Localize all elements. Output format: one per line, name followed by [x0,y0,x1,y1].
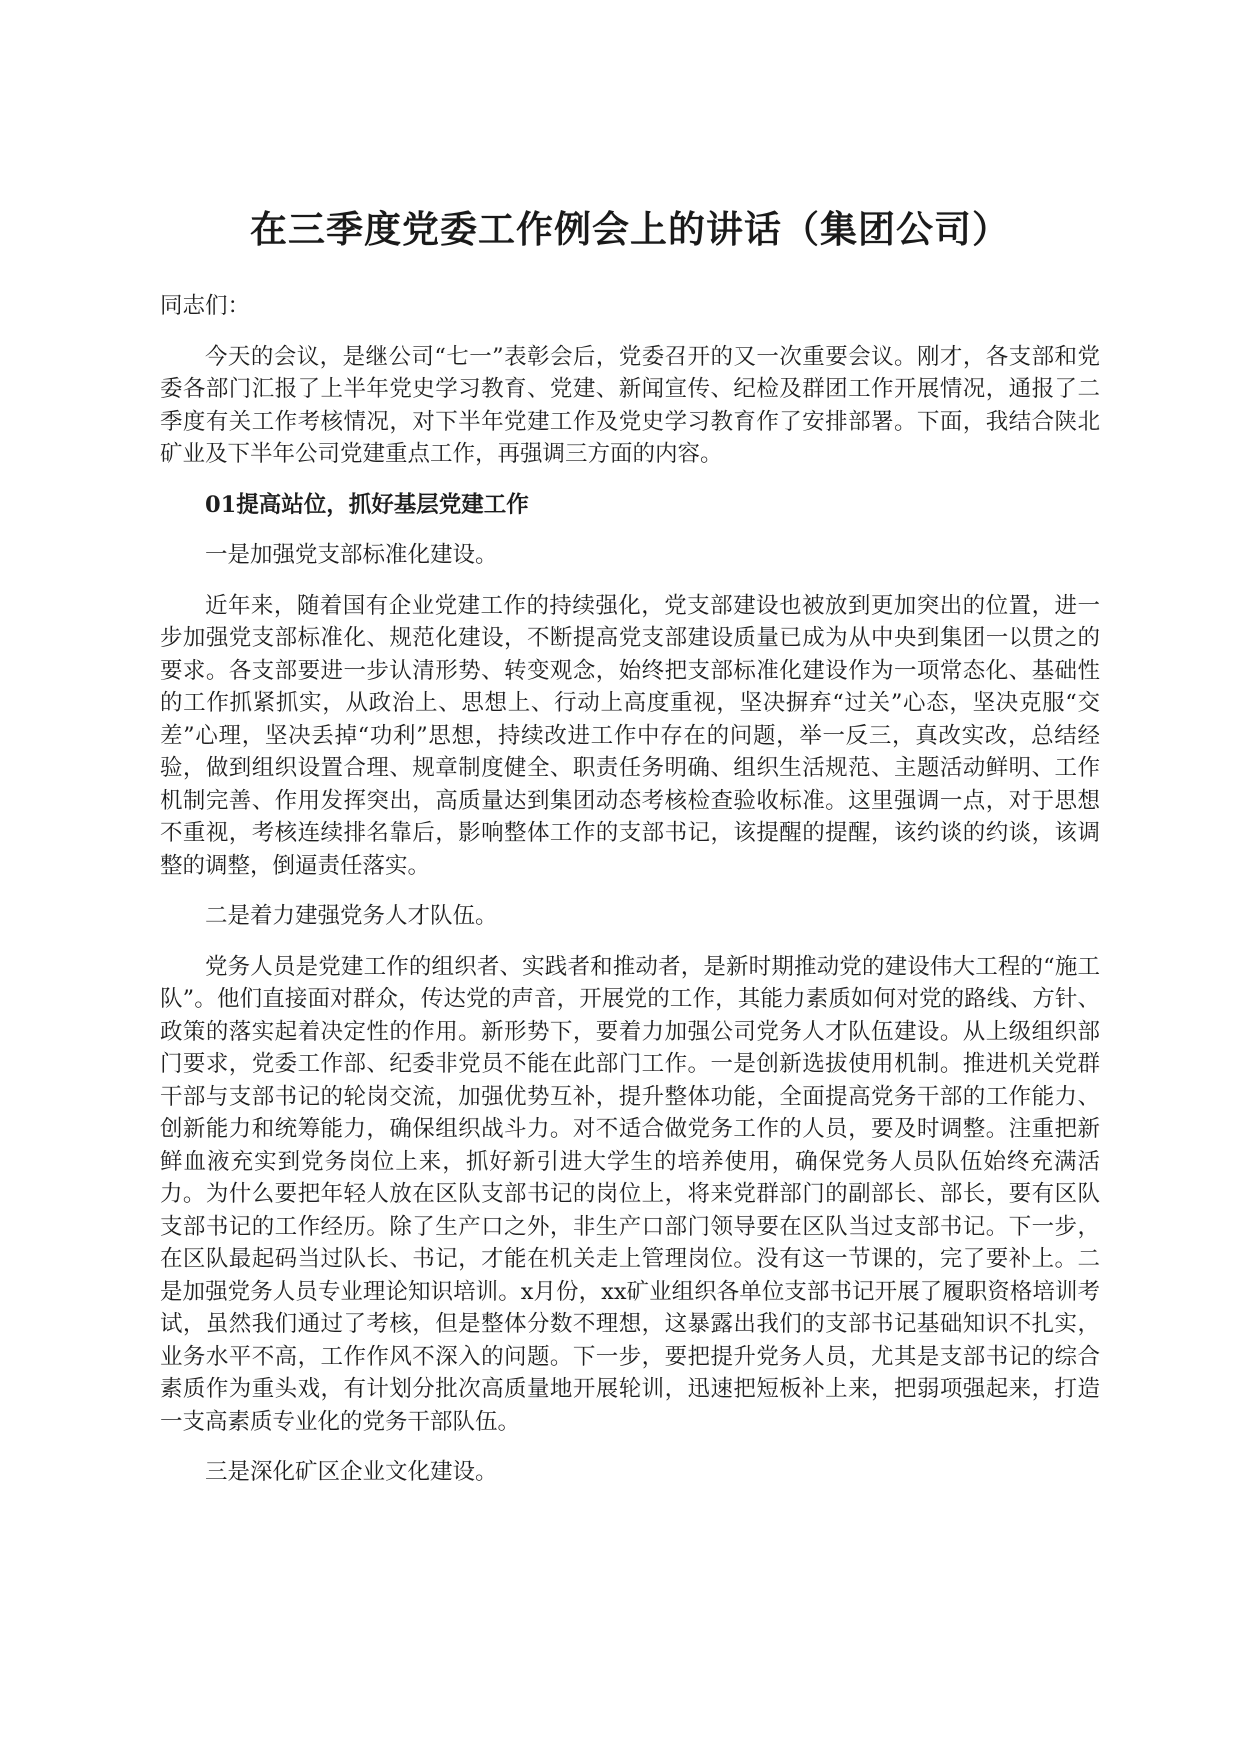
document-page [160,200,1100,1507]
subheading-3: 三是深化矿区企业文化建设。 [205,1459,498,1485]
document-title: 在三季度党委工作例会上的讲话（集团公司） [250,208,1010,251]
paragraph-party-talent: 党务人员是党建工作的组织者、实践者和推动者，是新时期推动党的建设伟大工程的“施工队”。他们直接面对群众，传达党的声音，开展党的工作，其能力素质如何对党的路线、方针、政策的落实起着决定性的作用。新形势下，要着力加强公司党务人才队伍建设。从上级组织部门要求，党委工作部、纪委非党员不能在此部门工作。一是创新选拔使用机制。推进机关党群干部与支部书记的轮岗交流，加强优势互补，提升整体功能，全面提高党务干部的工作能力、创新能力和统筹能力，确保组织战斗力。对不适合做党务工作的人员，要及时调整。注重把新鲜血液充实到党务岗位上来，抓好新引进大学生的培养使用，确保党务人员队伍始终充满活力。为什么要把年轻人放在区队支部书记的岗位上，将来党群部门的副部长、部长，要有区队支部书记的工作经历。除了生产口之外，非生产口部门领导要在区队当过支部书记。下一步，在区队最起码当过队长、书记，才能在机关走上管理岗位。没有这一节课的，完了要补上。二是加强党务人员专业理论知识培训。x月份，xx矿业组织各单位支部书记开展了履职资格培训考试，虽然我们通过了考核，但是整体分数不理想，这暴露出我们的支部书记基础知识不扎实，业务水平不高，工作作风不深入的问题。下一步，要把提升党务人员，尤其是支部书记的综合素质作为重头戏，有计划分批次高质量地开展轮训，迅速把短板补上来，把弱项强起来，打造一支高素质专业化的党务干部队伍。 [160,953,1100,1435]
subheading-2: 二是着力建强党务人才队伍。 [205,903,498,929]
salutation: 同志们： [160,293,251,319]
paragraph-branch-standardization: 近年来，随着国有企业党建工作的持续强化，党支部建设也被放到更加突出的位置，进一步加强党支部标准化、规范化建设，不断提高党支部建设质量已成为从中央到集团一以贯之的要求。各支部要进一步认清形势、转变观念，始终把支部标准化建设作为一项常态化、基础性的工作抓紧抓实，从政治上、思想上、行动上高度重视，坚决摒弃“过关”心态，坚决克服“交差”心理，坚决丢掉“功利”思想，持续改进工作中存在的问题，举一反三，真改实改，总结经验，做到组织设置合理、规章制度健全、职责任务明确、组织生活规范、主题活动鲜明、工作机制完善、作用发挥突出，高质量达到集团动态考核检查验收标准。这里强调一点，对于思想不重视，考核连续排名靠后，影响整体工作的支部书记，该提醒的提醒，该约谈的约谈，该调整的调整，倒逼责任落实。 [160,592,1100,879]
section-heading-01: 01提高站位，抓好基层党建工作 [205,491,529,518]
paragraph-intro: 今天的会议，是继公司“七一”表彰会后，党委召开的又一次重要会议。刚才，各支部和党委各部门汇报了上半年党史学习教育、党建、新闻宣传、纪检及群团工作开展情况，通报了二季度有关工作考核情况，对下半年党建工作及党史学习教育作了安排部署。下面，我结合陕北矿业及下半年公司党建重点工作，再强调三方面的内容。 [160,343,1100,467]
subheading-1: 一是加强党支部标准化建设。 [205,542,498,568]
